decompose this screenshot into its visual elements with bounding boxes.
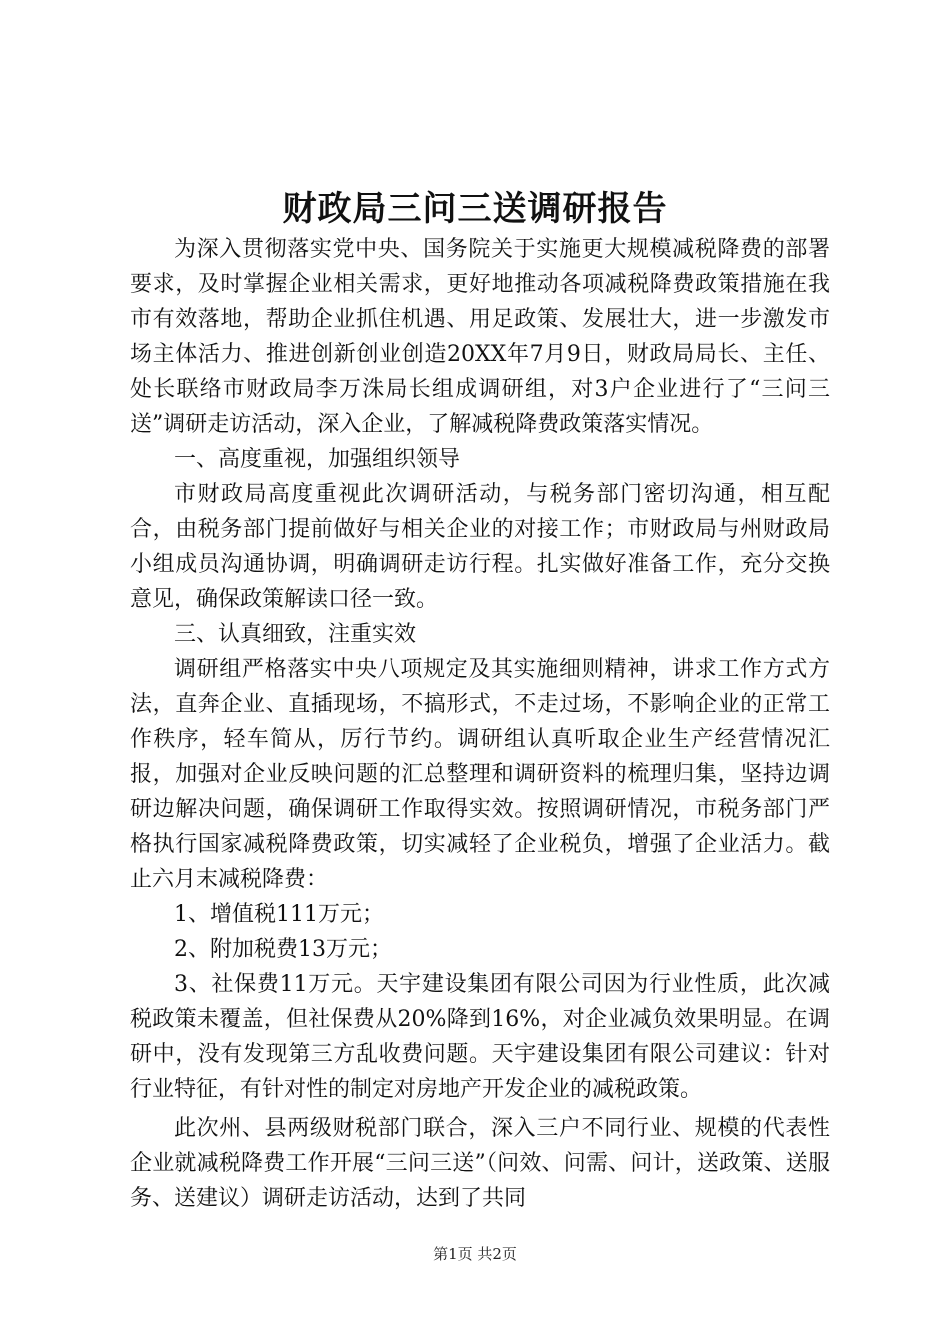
- list-item-social-security: 3、社保费11万元。天宇建设集团有限公司因为行业性质，此次减税政策未覆盖，但社保费从20%降到16%，对企业减负效果明显。在调研中，没有发现第三方乱收费问题。天宇建设集团有限公司建议：针对行业特征，有针对性的制定对房地产开发企业的减税政策。: [130, 972, 830, 1102]
- section-heading-3: 三、认真细致，注重实效: [174, 622, 417, 647]
- paragraph-section-3: 调研组严格落实中央八项规定及其实施细则精神，讲求工作方式方法，直奔企业、直插现场，不搞形式，不走过场，不影响企业的正常工作秩序，轻车简从，厉行节约。调研组认真听取企业生产经营情况汇报，加强对企业反映问题的汇总整理和调研资料的梳理归集，坚持边调研边解决问题，确保调研工作取得实效。按照调研情况，市税务部门严格执行国家减税降费政策，切实减轻了企业税负，增强了企业活力。截止六月末减税降费：: [130, 657, 830, 892]
- document-body: [130, 232, 830, 1216]
- section-heading-1: 一、高度重视，加强组织领导: [174, 447, 461, 472]
- page-footer: 第1页 共2页: [433, 1245, 517, 1263]
- list-item-surcharge: 2、附加税费13万元；: [174, 937, 392, 962]
- paragraph-intro: 为深入贯彻落实党中央、国务院关于实施更大规模减税降费的部署要求，及时掌握企业相关需求，更好地推动各项减税降费政策措施在我市有效落地，帮助企业抓住机遇、用足政策、发展壮大，进一步激发市场主体活力、推进创新创业创造20XX年7月9日，财政局局长、主任、处长联络市财政局李万洙局长组成调研组，对3户企业进行了“三问三送”调研走访活动，深入企业，了解减税降费政策落实情况。: [130, 237, 830, 437]
- paragraph-section-1: 市财政局高度重视此次调研活动，与税务部门密切沟通，相互配合，由税务部门提前做好与相关企业的对接工作；市财政局与州财政局小组成员沟通协调，明确调研走访行程。扎实做好准备工作，充分交换意见，确保政策解读口径一致。: [130, 482, 830, 612]
- document-title: 财政局三问三送调研报告: [282, 189, 668, 229]
- paragraph-conclusion: 此次州、县两级财税部门联合，深入三户不同行业、规模的代表性企业就减税降费工作开展“三问三送”（问效、问需、问计，送政策、送服务、送建议）调研走访活动，达到了共同: [130, 1116, 830, 1211]
- list-item-vat: 1、增值税111万元；: [174, 902, 384, 927]
